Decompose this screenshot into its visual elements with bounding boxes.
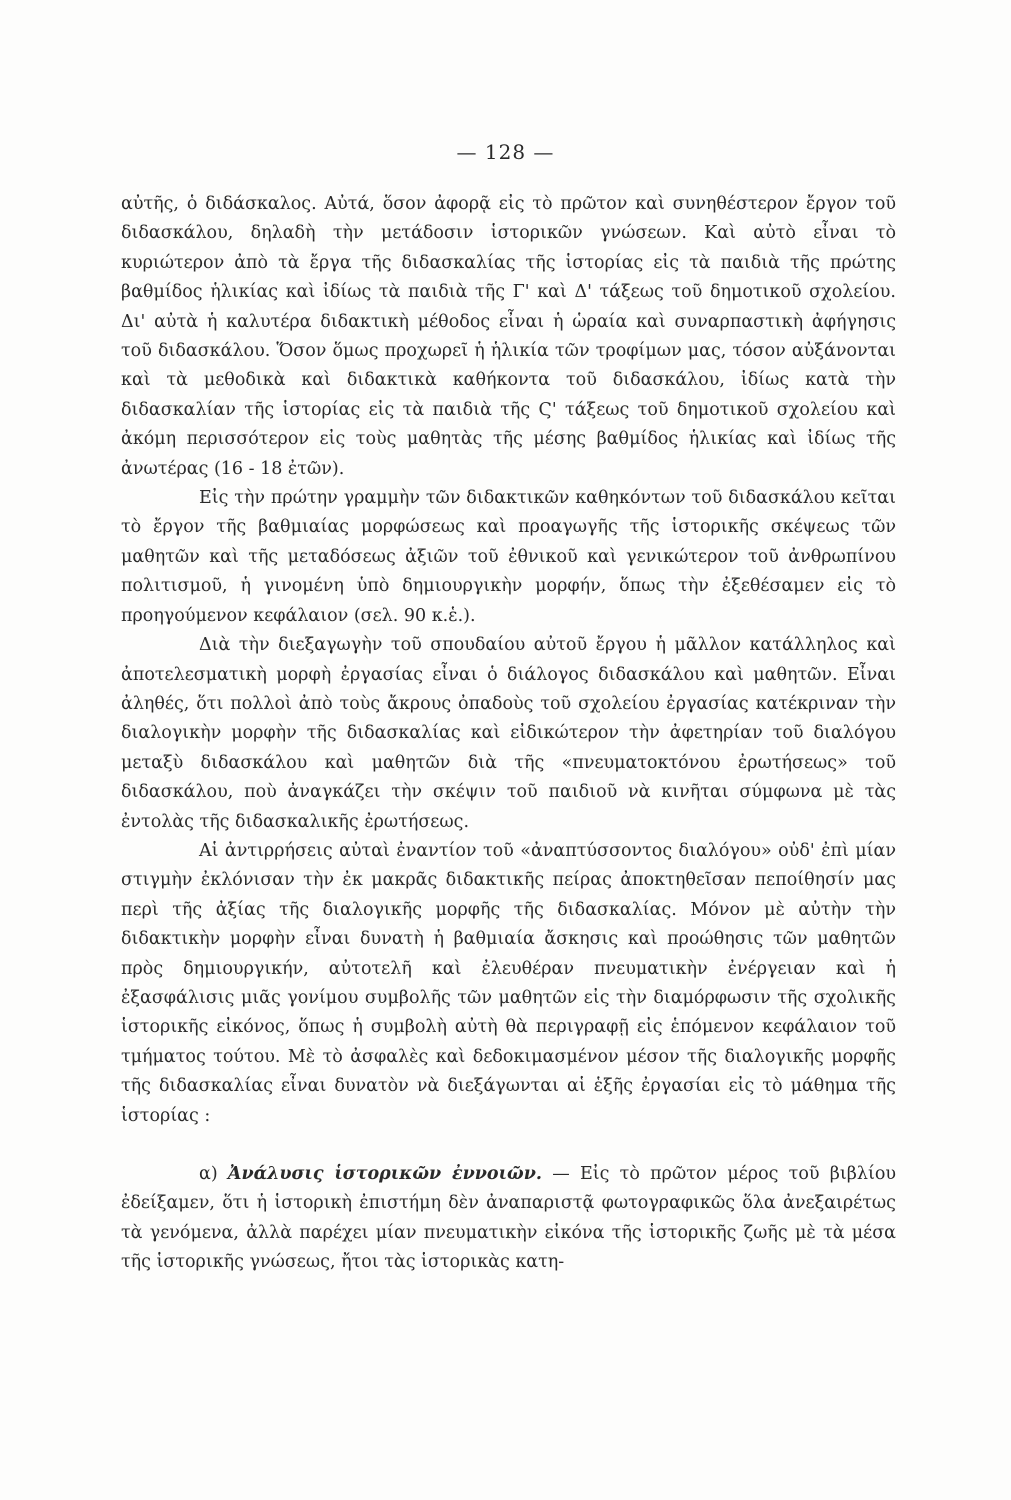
paragraph-3: Διὰ τὴν διεξαγωγὴν τοῦ σπουδαίου αὐτοῦ ἔργου ἡ μᾶλλον κατάλληλος καὶ ἀποτελεσματικὴ μορφὴ ἐργασίας εἶναι ὁ διάλογος διδασκάλου καὶ μαθητῶν. Εἶναι ἀληθές, ὅτι πολλοὶ ἀπὸ τοὺς ἄκρους ὀπαδοὺς τοῦ σχολείου ἐργασίας κατέκριναν τὴν διαλογικὴν μορφὴν τῆς διδασκαλίας καὶ εἰδικώτερον τὴν ἀφετηρίαν τοῦ διαλόγου μεταξὺ διδασκάλου καὶ μαθητῶν διὰ τῆς «πνευματοκτόνου ἐρωτήσεως» τοῦ διδασκάλου, ποὺ ἀναγκάζει τὴν σκέψιν τοῦ παιδιοῦ νὰ κινῆται σύμφωνα μὲ τὰς ἐντολὰς τῆς διδασκαλικῆς ἐρωτήσεως. bbox=[121, 635, 896, 832]
page-number: — 128 — bbox=[456, 140, 555, 164]
paragraph-4: Αἱ ἀντιρρήσεις αὐταὶ ἐναντίον τοῦ «ἀναπτύσσοντος διαλόγου» οὐδ' ἐπὶ μίαν στιγμὴν ἐκλόνισαν τὴν ἐκ μακρᾶς διδακτικῆς πείρας ἀποκτηθεῖσαν πεποίθησίν μας περὶ τῆς ἀξίας τῆς διαλογικῆς μορφῆς τῆς διδασκαλίας. Μόνον μὲ αὐτὴν τὴν διδακτικὴν μορφὴν εἶναι δυνατὴ ἡ βαθμιαία ἄσκησις καὶ προώθησις τῶν μαθητῶν πρὸς δημιουργικήν, αὐτοτελῆ καὶ ἐλευθέραν πνευματικὴν ἐνέργειαν καὶ ἡ ἐξασφάλισις μιᾶς γονίμου συμβολῆς τῶν μαθητῶν εἰς τὴν διαμόρφωσιν τῆς σχολικῆς ἱστορικῆς εἰκόνος, ὅπως ἡ συμβολὴ αὐτὴ θὰ περιγραφῇ εἰς ἑπόμενον κεφάλαιον τοῦ τμήματος τούτου. Μὲ τὸ ἀσφαλὲς καὶ δεδοκιμασμένον μέσον τῆς διαλογικῆς μορφῆς τῆς διδασκαλίας εἶναι δυνατὸν νὰ διεξάγωνται αἱ ἑξῆς ἐργασίαι εἰς τὸ μάθημα τῆς ἱστορίας : bbox=[121, 840, 896, 1126]
paragraph-5-text: — Εἰς τὸ πρῶτον μέρος τοῦ βιβλίου ἐδείξαμεν, ὅτι ἡ ἱστορικὴ ἐπιστήμη δὲν ἀναπαριστᾷ φωτογραφικῶς ὅλα ἀνεξαιρέτως τὰ γενόμενα, ἀλλὰ παρέχει μίαν πνευματικὴν εἰκόνα τῆς ἱστορικῆς ζωῆς μὲ τὰ μέσα τῆς ἱστορικῆς γνώσεως, ἤτοι τὰς ἱστορικὰς κατη- bbox=[121, 1164, 897, 1273]
paragraph-5 bbox=[121, 1160, 896, 1278]
body-text bbox=[121, 190, 896, 1278]
paragraph-2: Εἰς τὴν πρώτην γραμμὴν τῶν διδακτικῶν καθηκόντων τοῦ διδασκάλου κεῖται τὸ ἔργον τῆς βαθμιαίας μορφώσεως καὶ προαγωγῆς τῆς ἱστορικῆς σκέψεως τῶν μαθητῶν καὶ τῆς μεταδόσεως ἀξιῶν τοῦ ἐθνικοῦ καὶ γενικώτερον τοῦ ἀνθρωπίνου πολιτισμοῦ, ἡ γινομένη ὑπὸ δημιουργικὴν μορφήν, ὅπως τὴν ἐξεθέσαμεν εἰς τὸ προηγούμενον κεφάλαιον (σελ. 90 κ.ἑ.). bbox=[121, 488, 896, 626]
list-marker: α) bbox=[199, 1164, 228, 1184]
section-term: Ἀνάλυσις ἱστορικῶν ἐννοιῶν. bbox=[227, 1164, 542, 1184]
paragraph-1: αὐτῆς, ὁ διδάσκαλος. Αὐτά, ὅσον ἀφορᾷ εἰς τὸ πρῶτον καὶ συνηθέστερον ἔργον τοῦ διδασκάλου, δηλαδὴ τὴν μετάδοσιν ἱστορικῶν γνώσεων. Καὶ αὐτὸ εἶναι τὸ κυριώτερον ἀπὸ τὰ ἔργα τῆς διδασκαλίας τῆς ἱστορίας εἰς τὰ παιδιὰ τῆς πρώτης βαθμίδος ἡλικίας καὶ ἰδίως τὰ παιδιὰ τῆς Γ' καὶ Δ' τάξεως τοῦ δημοτικοῦ σχολείου. Δι' αὐτὰ ἡ καλυτέρα διδακτικὴ μέθοδος εἶναι ἡ ὡραία καὶ συναρπαστικὴ ἀφήγησις τοῦ διδασκάλου. Ὅσον ὅμως προχωρεῖ ἡ ἡλικία τῶν τροφίμων μας, τόσον αὐξάνονται καὶ τὰ μεθοδικὰ καὶ διδακτικὰ καθήκοντα τοῦ διδασκάλου, ἰδίως κατὰ τὴν διδασκαλίαν τῆς ἱστορίας εἰς τὰ παιδιὰ τῆς Ϛ' τάξεως τοῦ δημοτικοῦ σχολείου καὶ ἀκόμη περισσότερον εἰς τοὺς μαθητὰς τῆς μέσης βαθμίδος ἡλικίας καὶ ἰδίως τῆς ἀνωτέρας (16 - 18 ἐτῶν). bbox=[121, 194, 896, 479]
